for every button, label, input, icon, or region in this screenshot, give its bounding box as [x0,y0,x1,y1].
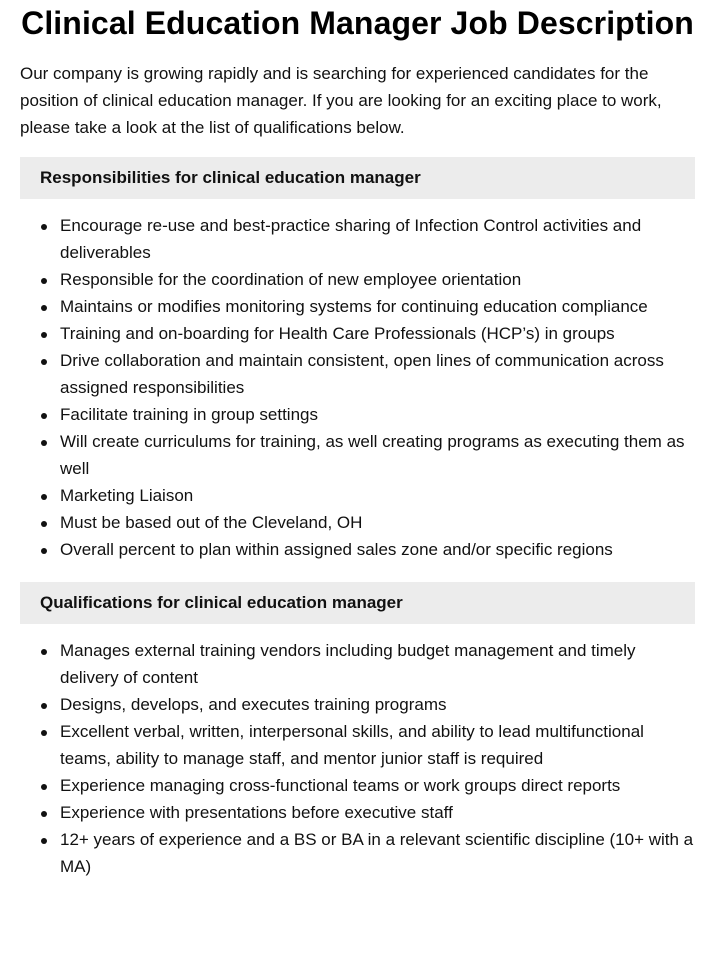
qualifications-item [20,718,695,772]
qualifications-heading: Qualifications for clinical education manager [20,582,695,624]
bullet-icon [41,413,47,419]
responsibilities-item-text: Facilitate training in group settings [60,405,318,424]
intro-paragraph: Our company is growing rapidly and is searching for experienced candidates for the position of clinical education manager. If you are looking for an exciting place to work, please take a look at the list of qualifications below. [20,64,662,137]
responsibilities-item [20,320,695,347]
responsibilities-item [20,401,695,428]
responsibilities-item-text: Drive collaboration and maintain consistent, open lines of communication across assigned responsibilities [60,351,664,397]
qualifications-item-text: Designs, develops, and executes training programs [60,695,447,714]
responsibilities-heading: Responsibilities for clinical education manager [20,157,695,199]
qualifications-item [20,772,695,799]
bullet-icon [41,521,47,527]
qualifications-item [20,637,695,691]
responsibilities-item-text: Maintains or modifies monitoring systems for continuing education compliance [60,297,648,316]
bullet-icon [41,440,47,446]
responsibilities-item-text: Must be based out of the Cleveland, OH [60,513,363,532]
bullet-icon [41,494,47,500]
bullet-icon [41,649,47,655]
bullet-icon [41,838,47,844]
bullet-icon [41,811,47,817]
bullet-icon [41,784,47,790]
qualifications-item-text: 12+ years of experience and a BS or BA in a relevant scientific discipline (10+ with a MA) [60,830,694,876]
qualifications-list [20,637,695,880]
responsibilities-item [20,293,695,320]
qualifications-item-text: Experience with presentations before executive staff [60,803,453,822]
responsibilities-item-text: Marketing Liaison [60,486,194,505]
responsibilities-item [20,347,695,401]
responsibilities-item-text: Overall percent to plan within assigned sales zone and/or specific regions [60,540,613,559]
responsibilities-list [20,212,695,563]
qualifications-item [20,799,695,826]
page-title: Clinical Education Manager Job Description [21,5,694,41]
responsibilities-item-text: Responsible for the coordination of new employee orientation [60,270,522,289]
bullet-icon [41,359,47,365]
responsibilities-item-text: Training and on-boarding for Health Care Professionals (HCP’s) in groups [60,324,615,343]
bullet-icon [41,730,47,736]
responsibilities-item [20,428,695,482]
responsibilities-item [20,266,695,293]
bullet-icon [41,332,47,338]
bullet-icon [41,548,47,554]
bullet-icon [41,305,47,311]
qualifications-item-text: Excellent verbal, written, interpersonal skills, and ability to lead multifunctional teams, ability to manage staff, and mentor junior staff is required [60,722,644,768]
responsibilities-item-text: Encourage re-use and best-practice sharing of Infection Control activities and deliverables [60,216,642,262]
qualifications-item-text: Manages external training vendors including budget management and timely delivery of content [60,641,636,687]
responsibilities-item-text: Will create curriculums for training, as well creating programs as executing them as well [60,432,685,478]
responsibilities-item [20,509,695,536]
responsibilities-item [20,212,695,266]
bullet-icon [41,224,47,230]
responsibilities-item [20,536,695,563]
bullet-icon [41,703,47,709]
qualifications-item-text: Experience managing cross-functional teams or work groups direct reports [60,776,621,795]
responsibilities-item [20,482,695,509]
bullet-icon [41,278,47,284]
qualifications-item [20,826,695,880]
qualifications-item [20,691,695,718]
